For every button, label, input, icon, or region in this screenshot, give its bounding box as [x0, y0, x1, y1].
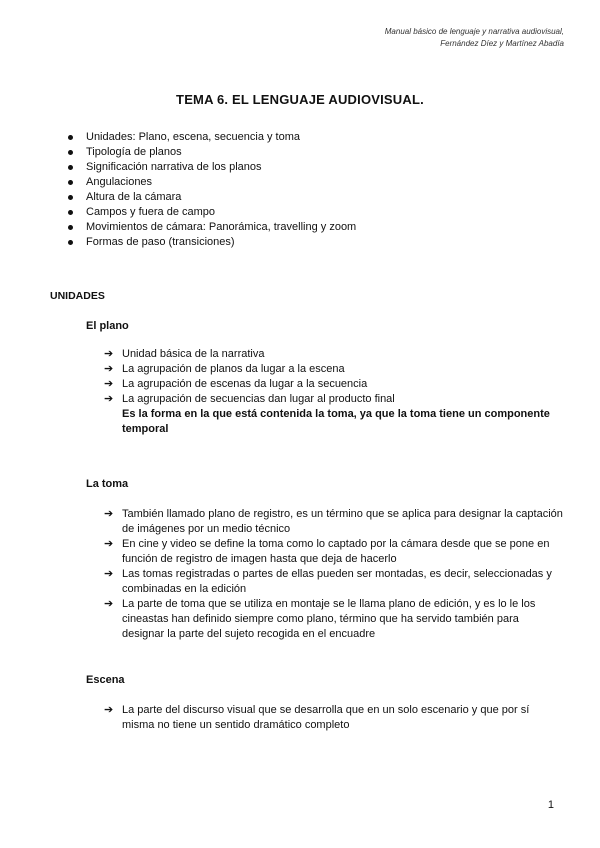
topic-item: Campos y fuera de campo — [68, 205, 356, 220]
page-number: 1 — [547, 799, 554, 811]
escena-list — [104, 703, 564, 733]
bullet-dot-icon — [68, 195, 73, 200]
topic-item: Angulaciones — [68, 175, 356, 190]
list-item: ➔ En cine y video se define la toma como lo captado por la cámara desde que se pone en función de registro de imagen hasta que deja de hacerlo — [104, 538, 550, 565]
arrow-right-icon: ➔ — [104, 393, 114, 405]
page-header — [385, 26, 564, 50]
arrow-right-icon: ➔ — [104, 598, 114, 610]
arrow-right-icon: ➔ — [104, 704, 114, 716]
arrow-right-icon: ➔ — [104, 363, 114, 375]
plano-note: Es la forma en la que está contenida la toma, ya que la toma tiene un componente temporal — [122, 408, 550, 435]
topic-item: Movimientos de cámara: Panorámica, travelling y zoom — [68, 220, 356, 235]
section-heading-unidades: UNIDADES — [50, 290, 105, 302]
subheading-escena: Escena — [86, 674, 125, 686]
topic-item: Unidades: Plano, escena, secuencia y toma — [68, 130, 356, 145]
arrow-right-icon: ➔ — [104, 568, 114, 580]
document-title: TEMA 6. EL LENGUAJE AUDIOVISUAL. — [176, 92, 424, 107]
bullet-dot-icon — [68, 240, 73, 245]
bullet-dot-icon — [68, 165, 73, 170]
arrow-right-icon: ➔ — [104, 378, 114, 390]
bullet-dot-icon — [68, 150, 73, 155]
subheading-toma: La toma — [86, 478, 129, 490]
subheading-plano: El plano — [86, 320, 129, 332]
arrow-right-icon: ➔ — [104, 538, 114, 550]
header-line-2: Fernández Díez y Martínez Abadía — [440, 39, 564, 48]
bullet-dot-icon — [68, 180, 73, 185]
list-item: ➔ Unidad básica de la narrativa — [104, 348, 265, 360]
plano-list — [104, 347, 564, 437]
topic-item: Altura de la cámara — [68, 190, 356, 205]
bullet-dot-icon — [68, 225, 73, 230]
list-item: ➔ La agrupación de secuencias dan lugar al producto final — [104, 393, 395, 405]
arrow-right-icon: ➔ — [104, 508, 114, 520]
topic-item: Formas de paso (transiciones) — [68, 235, 356, 250]
topics-list — [68, 130, 356, 250]
list-item: ➔ La parte del discurso visual que se desarrolla que en un solo escenario y que por sí misma no tiene un sentido dramático completo — [104, 704, 530, 731]
list-item: ➔ La agrupación de planos da lugar a la escena — [104, 363, 345, 375]
toma-list — [104, 507, 564, 642]
bullet-dot-icon — [68, 210, 73, 215]
header-line-1: Manual básico de lenguaje y narrativa audiovisual, — [384, 27, 564, 36]
arrow-right-icon: ➔ — [104, 348, 114, 360]
list-item: ➔ Las tomas registradas o partes de ellas pueden ser montadas, es decir, seleccionadas y combinadas en la edición — [104, 568, 552, 595]
topic-item: Significación narrativa de los planos — [68, 160, 356, 175]
topic-item: Tipología de planos — [68, 145, 356, 160]
list-item: ➔ La parte de toma que se utiliza en montaje se le llama plano de edición, y es lo le los cineastas han definido siempre como plano, término que ha servido también para designar la parte del sujeto recogida en el encuadre — [104, 598, 536, 640]
list-item: ➔ La agrupación de escenas da lugar a la secuencia — [104, 378, 368, 390]
bullet-dot-icon — [68, 135, 73, 140]
list-item: ➔ También llamado plano de registro, es un término que se aplica para designar la captación de imágenes por un medio técnico — [104, 508, 563, 535]
